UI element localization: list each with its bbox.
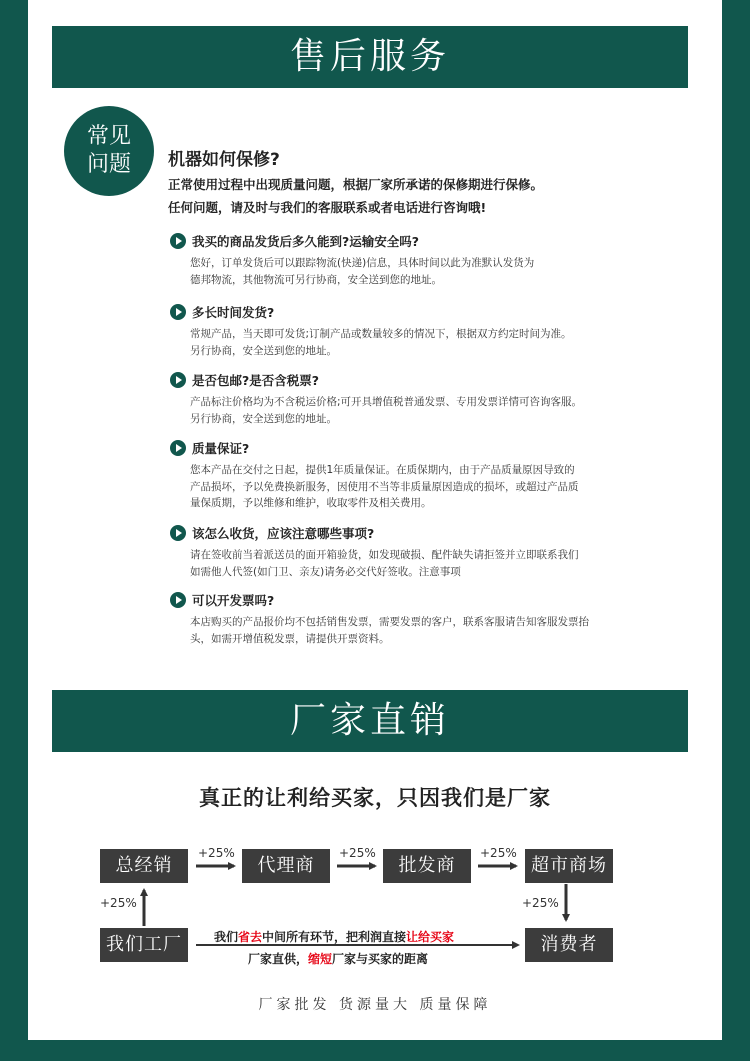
faq-badge-line1: 常见 [86, 124, 131, 149]
highlight-segment: 省去 [238, 930, 263, 944]
factory-box: 我们工厂 [100, 928, 188, 962]
faq-answer-line: 另行协商，安全送到您的地址。 [190, 412, 337, 425]
faq-question: 可以开发票吗? [192, 593, 275, 608]
text-segment: 我们 [214, 930, 239, 944]
faq-answer-line: 另行协商，安全送到您的地址。 [190, 344, 337, 357]
faq-answer-line: 产品损坏，予以免费换新服务，因使用不当等非质量原因造成的损坏，或超过产品质 [190, 480, 579, 493]
direct-supply-line2 [248, 950, 428, 967]
text-segment: 中间所有环节，把利润直接 [262, 930, 407, 944]
markup-label: +25% [100, 896, 137, 910]
highlight-segment: 让给买家 [406, 930, 455, 944]
faq-badge-line2: 问题 [86, 152, 131, 177]
faq-question: 质量保证? [192, 441, 250, 456]
chain-box-wholesaler: 批发商 [383, 849, 471, 883]
faq-question: 多长时间发货? [192, 305, 275, 320]
faq-answer-line: 请在签收前当着派送员的面开箱验货，如发现破损、配件缺失请拒签并立即联系我们 [190, 549, 579, 561]
markup-label: +25% [522, 896, 559, 910]
chain-box-supermarket: 超市商场 [525, 849, 613, 883]
chain-box-general-distributor: 总经销 [100, 849, 188, 883]
faq-answer-line: 产品标注价格均为不含税运价格;可开具增值税普通发票、专用发票详情可咨询客服。 [190, 396, 583, 408]
faq-answer-line: 如需他人代签(如门卫、亲友)请务必交代好签收。注意事项 [190, 565, 461, 578]
faq-question: 我买的商品发货后多久能到?运输安全吗? [192, 234, 420, 249]
markup-label: +25% [339, 846, 376, 860]
faq-question: 是否包邮?是否含税票? [192, 373, 320, 388]
faq-intro-line: 任何问题，请及时与我们的客服联系或者电话进行咨询哦! [168, 200, 487, 215]
faq-title: 机器如何保修? [168, 150, 280, 170]
faq-answer-line: 头，如需开增值税发票，请提供开票资料。 [190, 632, 390, 645]
faq-intro-line: 正常使用过程中出现质量问题，根据厂家所承诺的保修期进行保修。 [168, 177, 544, 192]
faq-answer-line: 量保质期，予以维修和维护，收取零件及相关费用。 [190, 497, 432, 509]
text-segment: 厂家与买家的距离 [332, 952, 429, 966]
faq-answer-line: 本店购买的产品报价均不包括销售发票，需要发票的客户，联系客服请告知客服发票抬 [190, 616, 589, 628]
after-sales-banner: 售后服务 [52, 26, 688, 88]
direct-supply-line1 [214, 928, 454, 945]
factory-direct-banner: 厂家直销 [52, 690, 688, 752]
footer-tagline: 厂家批发 货源量大 质量保障 [258, 997, 492, 1013]
markup-label: +25% [480, 846, 517, 860]
consumer-box: 消费者 [525, 928, 613, 962]
faq-answer-line: 您本产品在交付之日起，提供1年质量保证。在质保期内，由于产品质量原因导致的 [190, 464, 575, 476]
faq-answer-line: 您好，订单发货后可以跟踪物流(快递)信息，具体时间以此为准默认发货为 [190, 257, 535, 269]
chain-box-agent: 代理商 [242, 849, 330, 883]
highlight-segment: 缩短 [308, 952, 333, 966]
faq-answer-line: 德邦物流，其他物流可另行协商，安全送到您的地址。 [190, 273, 442, 286]
faq-question: 该怎么收货，应该注意哪些事项? [192, 526, 375, 541]
faq-answer-line: 常规产品，当天即可发货;订制产品或数量较多的情况下，根据双方约定时间为准。 [190, 328, 572, 340]
factory-slogan: 真正的让利给买家，只因我们是厂家 [199, 786, 551, 810]
markup-label: +25% [198, 846, 235, 860]
text-segment: 厂家直供， [248, 952, 309, 966]
